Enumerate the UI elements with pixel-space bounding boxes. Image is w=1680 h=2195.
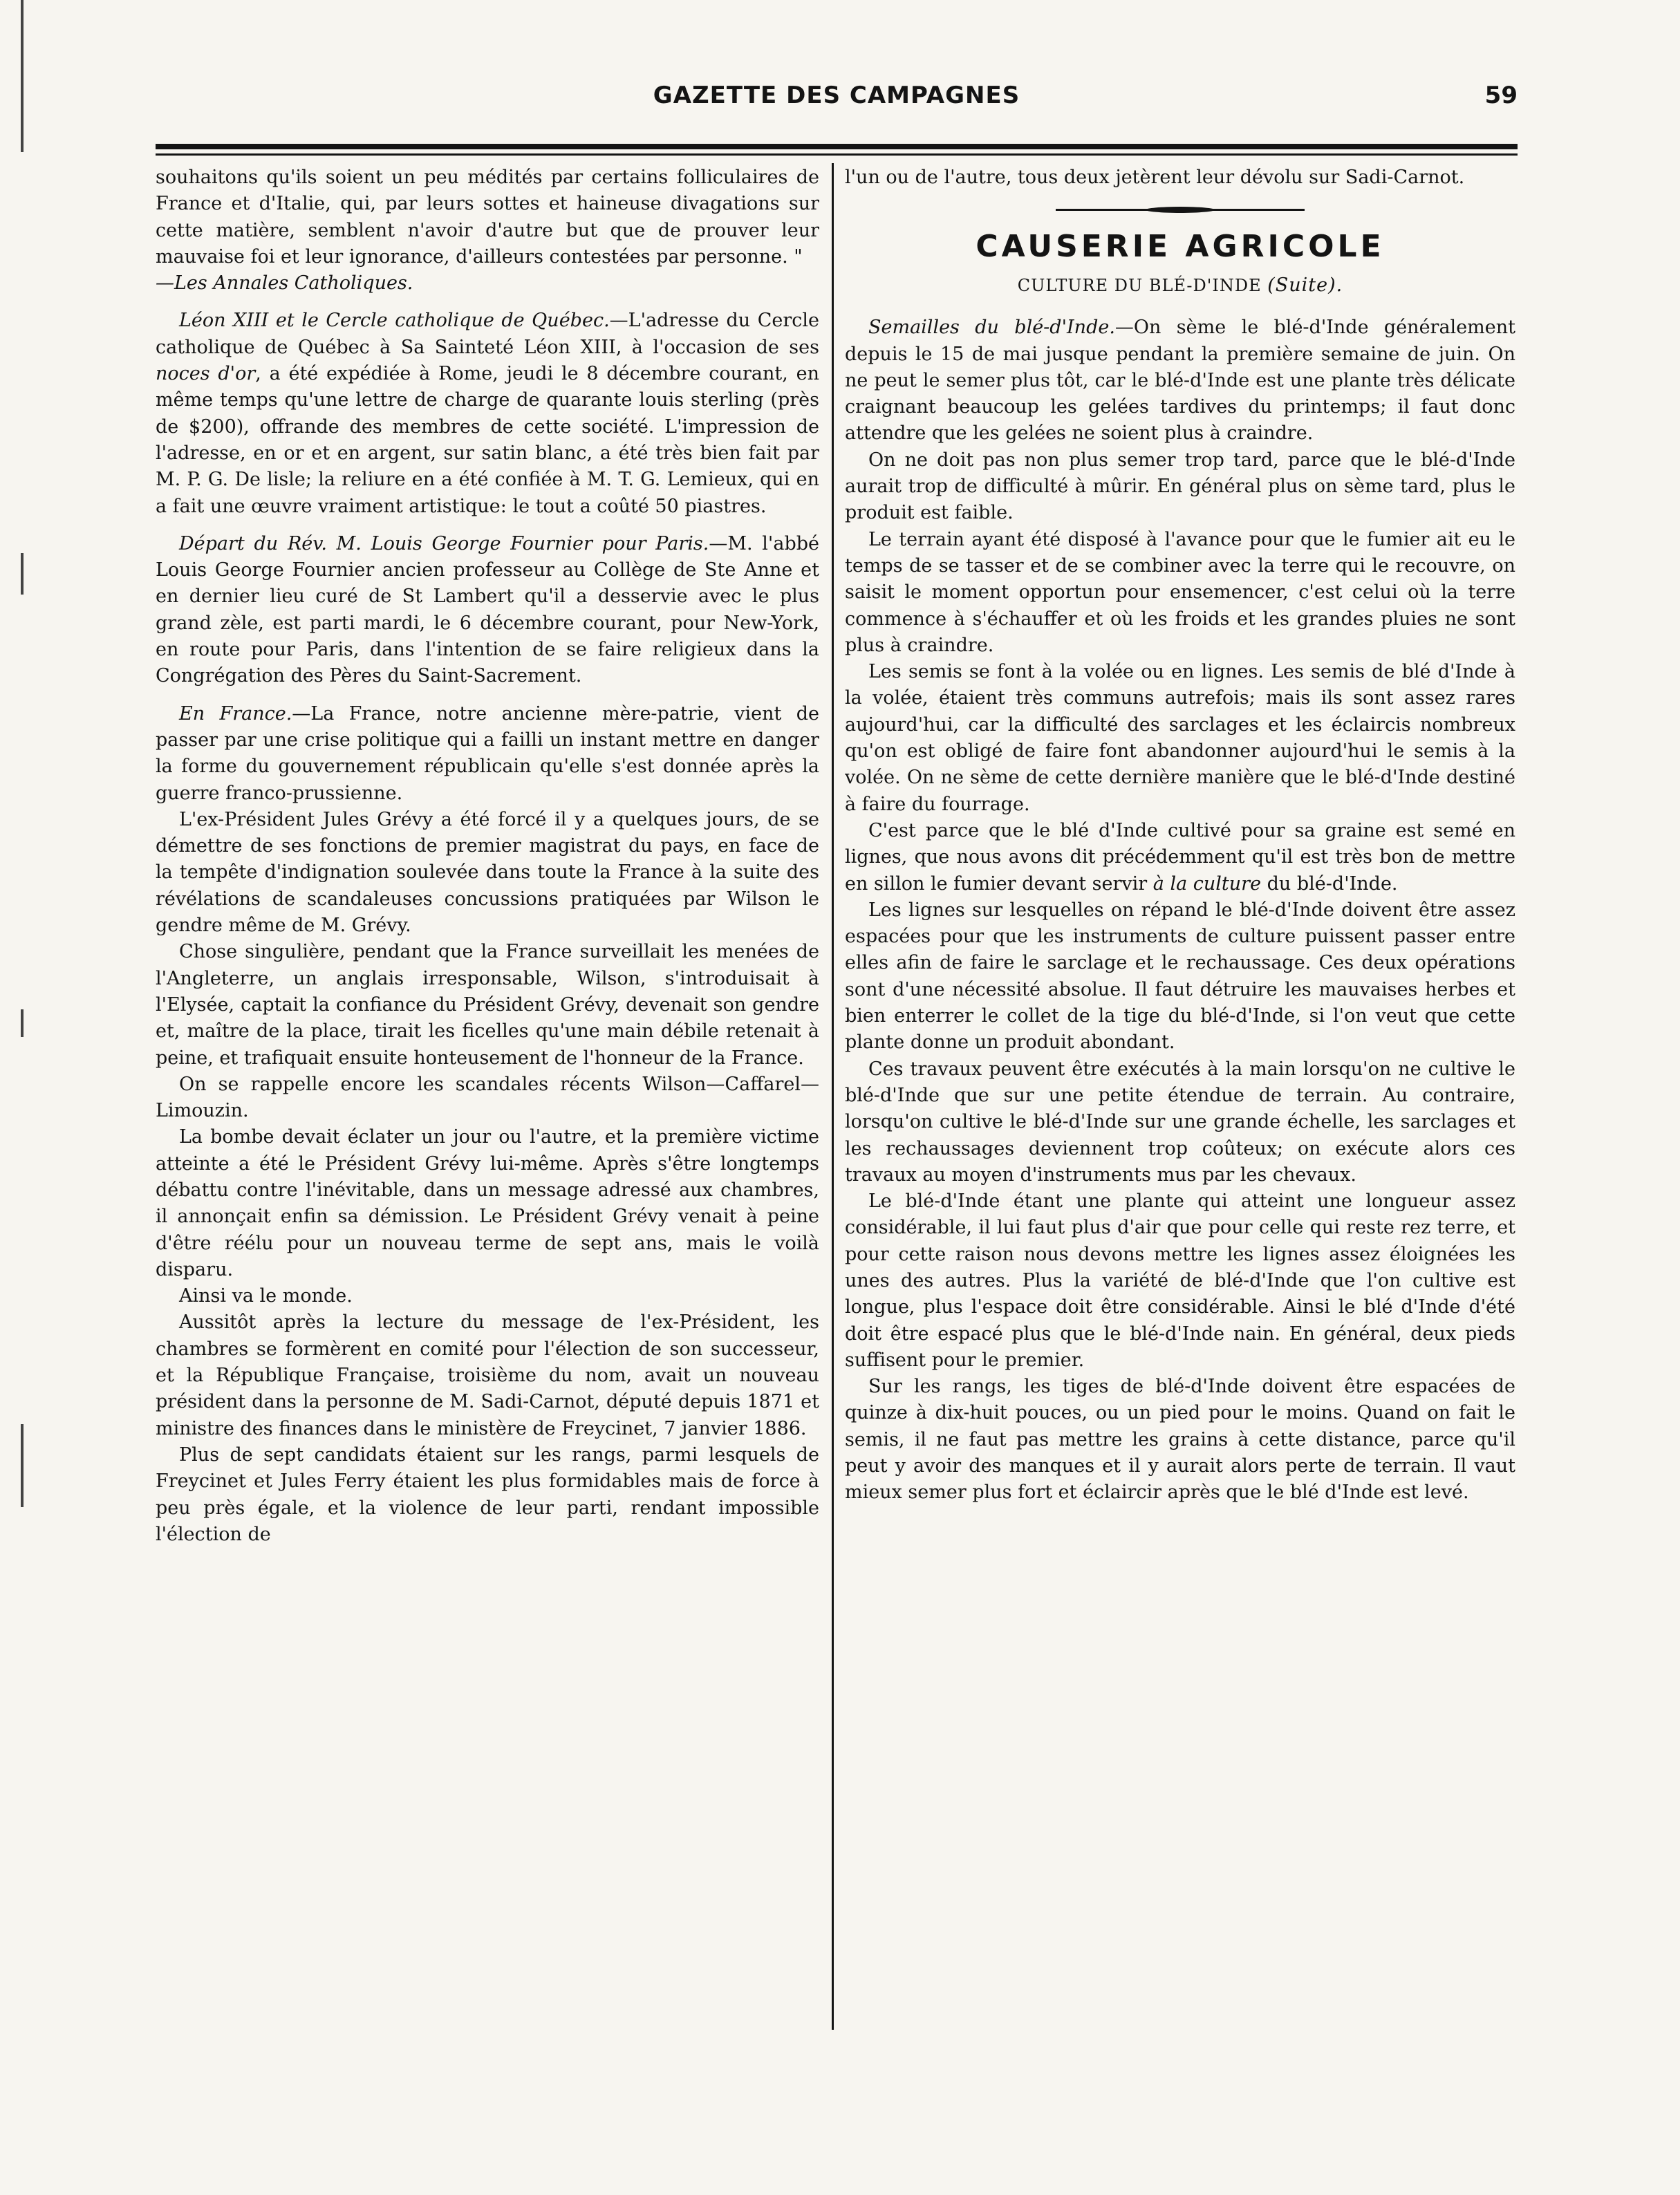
margin-scan-mark <box>21 0 24 152</box>
article-subtitle-text: CULTURE DU BLÉ-D'INDE <box>1017 276 1262 296</box>
paragraph-text: du blé-d'Inde. <box>1261 872 1398 895</box>
article-subtitle-suite: (Suite). <box>1267 274 1343 297</box>
paragraph: l'un ou de l'autre, tous deux jetèrent leur dévolu sur Sadi-Carnot. <box>845 167 1465 188</box>
paragraph: La bombe devait éclater un jour ou l'autre, et la première victime atteinte a été le Président Grévy lui-même. Après s'être longtemps débattu contre l'inévitable, dans un message adressé aux chambres, il annonçait enfin sa démission. Le Président Grévy venait à peine d'être réélu pour un nouveau terme de sept ans, mais le voilà disparu. <box>156 1126 819 1280</box>
paragraph: L'ex-Président Jules Grévy a été forcé il y a quelques jours, de se démettre de ses fonctions de premier magistrat du pays, en face de la tempête d'indignation soulevée dans toute la France à la suite des révélations de scandaleuses concussions pratiquées par Wilson le gendre même de M. Grévy. <box>156 808 819 937</box>
emphasis-text: noces d'or <box>156 363 256 385</box>
paragraph: Les semis se font à la volée ou en lignes. Les semis de blé d'Inde à la volée, étaient très communs autrefois; mais ils sont assez rares aujourd'hui, car la difficulté des sarclages et les éclaircis nombreux qu'on est obligé de faire font abandonner aujourd'hui le semis à la volée. On ne sème de cette dernière manière que le blé-d'Inde destiné à faire du fourrage. <box>845 661 1515 815</box>
news-item <box>156 308 819 519</box>
paragraph-text: souhaitons qu'ils soient un peu médités par certains folliculaires de France et d'Italie, qui, par leurs sottes et haineuse divagations sur cette matière, semblent n'avoir d'autre but que de prouver leur mauvaise foi et leur ignorance, d'ailleurs contestées par personne. " <box>156 167 819 268</box>
paragraph: Ainsi va le monde. <box>179 1285 353 1307</box>
paragraph <box>845 818 1515 897</box>
paragraph: On ne doit pas non plus semer trop tard, parce que le blé-d'Inde aurait trop de difficulté à mûrir. En général plus on sème tard, plus le produit est faible. <box>845 449 1515 524</box>
page-number: 59 <box>1484 82 1518 109</box>
paragraph: Aussitôt après la lecture du message de l'ex-Président, les chambres se formèrent en comité pour l'élection de son successeur, et la République Française, troisième du nom, avait un nouveau président dans la personne de M. Sadi-Carnot, député depuis 1871 et ministre des finances dans le ministère de Freycinet, 7 janvier 1886. <box>156 1311 819 1439</box>
paragraph: Plus de sept candidats étaient sur les rangs, parmi lesquels de Freycinet et Jules Ferry étaient les plus formidables mais de force à peu près égale, et la violence de leur parti, rendant impossible l'élection de <box>156 1444 819 1545</box>
header-rule-thin <box>156 153 1518 156</box>
left-column <box>156 165 819 2031</box>
news-item <box>156 531 819 690</box>
page-header <box>156 82 1518 123</box>
news-item-heading: Léon XIII et le Cercle catholique de Québec. <box>179 310 610 332</box>
paragraph: Sur les rangs, les tiges de blé-d'Inde doivent être espacées de quinze à dix-huit pouces, ou un pied pour le moins. Quand on fait le semis, il ne faut pas mettre les grains à cette distance, parce qu'il peut y avoir des manques et il y aurait alors perte de terrain. Il vaut mieux semer plus fort et éclaircir après que le blé d'Inde est levé. <box>845 1376 1515 1504</box>
paragraph <box>156 165 819 297</box>
paragraph: Le blé-d'Inde étant une plante qui atteint une longueur assez considérable, il lui faut plus d'air que pour celle qui reste rez terre, et pour cette raison nous devons mettre les lignes assez éloignées les unes des autres. Plus la variété de blé-d'Inde que l'on cultive est longue, plus l'espace doit être considérable. Ainsi le blé d'Inde d'été doit être espacé plus que le blé-d'Inde nain. En général, deux pieds suffisent pour le premier. <box>845 1190 1515 1371</box>
header-rule-thick <box>156 144 1518 149</box>
paragraph: Les lignes sur lesquelles on répand le blé-d'Inde doivent être assez espacées pour que les instruments de culture puissent passer entre elles afin de faire le sarclage et le rechaussage. Ces deux opérations sont d'une nécessité absolue. Il faut détruire les mauvaises herbes et bien enterrer le collet de la tige du blé-d'Inde, si l'on veut que cette plante donne un produit abondant. <box>845 899 1515 1054</box>
source-citation: —Les Annales Catholiques. <box>156 272 413 295</box>
paragraph: On se rappelle encore les scandales récents Wilson—Caffarel—Limouzin. <box>156 1073 819 1122</box>
news-item-heading: En France. <box>179 702 292 725</box>
article-subtitle <box>845 274 1515 297</box>
page-title: GAZETTE DES CAMPAGNES <box>653 82 1020 109</box>
margin-scan-mark <box>21 553 24 595</box>
news-item-text: —L'adresse du Cercle catholique de Québec à Sa Sainteté Léon XIII, à l'occasion de ses <box>156 310 819 358</box>
paragraph: Chose singulière, pendant que la France surveillait les menées de l'Angleterre, un anglais irresponsable, Wilson, s'introduisait à l'Elysée, captait la confiance du Président Grévy, devenait son gendre et, maître de la place, tirait les ficelles qu'une main débile retenait à peine, et trafiquait ensuite honteusement de l'honneur de la France. <box>156 941 819 1069</box>
paragraph <box>845 315 1515 447</box>
news-item <box>156 701 819 807</box>
article-title: CAUSERIE AGRICOLE <box>976 229 1385 265</box>
paragraph-text: —On sème le blé-d'Inde généralement depuis le 15 de mai jusque pendant la première semaine de juin. On ne peut le semer plus tôt, car le blé-d'Inde est une plante très délicate craignant beaucoup les gelées tardives du printemps; il faut donc attendre que les gelées ne soient plus à craindre. <box>845 317 1515 445</box>
news-item-text: —La France, notre ancienne mère-patrie, vient de passer par une crise politique qui a failli un instant mettre en danger la forme du gouvernement républicain qu'elle s'est donnée après la guerre franco-prussienne. <box>156 702 819 804</box>
right-column <box>845 165 1515 2031</box>
column-divider <box>832 163 834 2030</box>
paragraph: Le terrain ayant été disposé à l'avance pour que le fumier ait eu le temps de se tasser et de se combiner avec la terre qui le recouvre, on saisit le moment opportun pour ensemencer, c'est celui où la terre commence à s'échauffer et où les froids et les grandes pluies ne sont plus à craindre. <box>845 528 1515 656</box>
paragraph: Ces travaux peuvent être exécutés à la main lorsqu'on ne cultive le blé-d'Inde que sur une petite étendue de terrain. Au contraire, lorsqu'on cultive le blé-d'Inde sur une grande échelle, les sarclages et les rechaussages deviennent trop coûteux; on exécute alors ces travaux au moyen d'instruments mus par les chevaux. <box>845 1058 1515 1186</box>
section-separator <box>1056 209 1305 211</box>
margin-scan-mark <box>21 1424 24 1507</box>
news-item-text: —M. l'abbé Louis George Fournier ancien professeur au Collège de Ste Anne et en dernier lieu curé de St Lambert qu'il a desservie avec le plus grand zèle, est parti mardi, le 6 décembre courant, pour New-York, en route pour Paris, dans l'intention de se faire religieux dans la Congrégation des Pères du Saint-Sacrement. <box>156 532 819 687</box>
margin-scan-mark <box>21 1009 24 1037</box>
emphasis-text: à la culture <box>1152 872 1262 895</box>
paragraph-text: C'est parce que le blé d'Inde cultivé pour sa graine est semé en lignes, que nous avons dit précédemment qu'il est très bon de mettre en sillon le fumier devant servir <box>845 819 1515 895</box>
news-item-text: , a été expédiée à Rome, jeudi le 8 décembre courant, en même temps qu'une lettre de charge de quarante louis sterling (près de $200), offrande des membres de cette société. L'impression de l'adresse, en or et en argent, sur satin blanc, a été très bien fait par M. P. G. De lisle; la reliure en a été confiée à M. T. G. Lemieux, qui en a fait une œuvre vraiment artistique: le tout a coûté 50 piastres. <box>156 363 819 517</box>
news-item-heading: Départ du Rév. M. Louis George Fournier pour Paris. <box>179 532 709 554</box>
paragraph-heading: Semailles du blé-d'Inde. <box>868 317 1115 339</box>
